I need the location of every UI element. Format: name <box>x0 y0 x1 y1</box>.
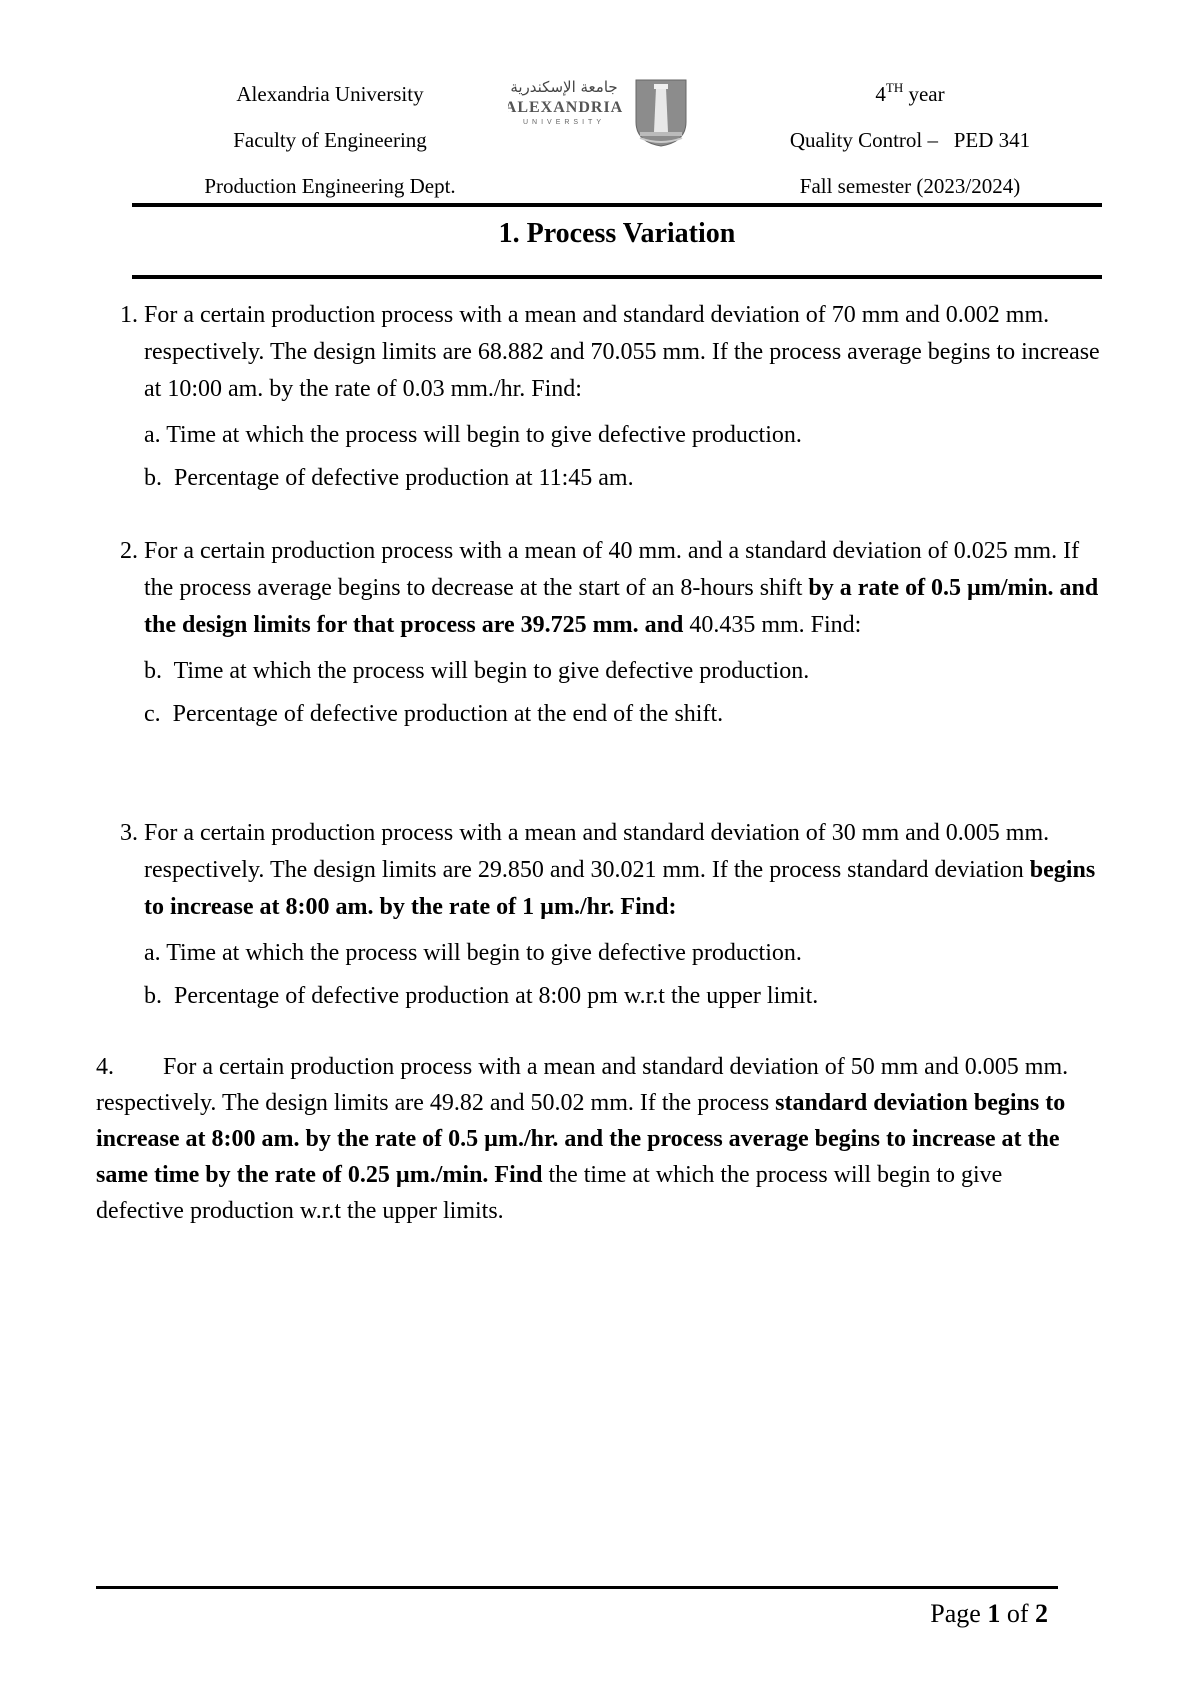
page-total: 2 <box>1035 1599 1048 1628</box>
problem-4 <box>96 1049 1096 1229</box>
page-title: 1. Process Variation <box>498 218 736 249</box>
problem-text-bold: begins to increase at 8:00 am. by the rate of 1 µm./hr. Find: <box>144 857 1096 920</box>
problem-items <box>144 650 1108 736</box>
page-current: 1 <box>987 1599 1001 1628</box>
department-name: Production Engineering Dept. <box>204 174 456 198</box>
semester-label: Fall semester (2023/2024) <box>799 174 1021 198</box>
problem-text-part: For a certain production process with a mean and standard deviation of 30 mm and 0.005 mm. respectively. The design limits are 29.850 and 30.021 mm. If the process standard deviation <box>144 820 1050 883</box>
problem-text-part: the time at which the process will begin to give defective production w.r.t the upper limits. <box>96 1162 1003 1224</box>
problem-text-part: 40.435 mm. Find: <box>683 612 862 638</box>
problem-text <box>144 815 1108 926</box>
logo-arabic-text: جامعة الإسكندرية <box>510 78 618 96</box>
problem-text-part: For a certain production process with a mean and standard deviation of 50 mm and 0.005 mm. respectively. The design limits are 49.82 and 50.02 mm. If the process <box>96 1054 1069 1116</box>
list-item: b. Percentage of defective production at 11:45 am. <box>144 465 634 491</box>
problem-number: 4. <box>96 1054 114 1080</box>
list-item: b. Time at which the process will begin to give defective production. <box>144 658 810 684</box>
year-label <box>760 71 1060 117</box>
year-superscript: TH <box>885 80 904 95</box>
problem-text-bold: standard deviation begins to increase at 8:00 am. by the rate of 0.5 µm./hr. and the process average begins to increase at the same time by the rate of 0.25 µm./min. Find <box>96 1090 1066 1188</box>
footer-divider <box>96 1586 1058 1589</box>
header-divider <box>132 203 1102 207</box>
year-number: 4 <box>875 82 886 106</box>
university-name: Alexandria University <box>236 82 424 106</box>
university-logo <box>508 76 690 148</box>
problem-text: For a certain production process with a mean and standard deviation of 70 mm and 0.002 mm. respectively. The design limits are 68.882 and 70.055 mm. If the process average begins to increase at 10:00 am. by the rate of 0.03 mm./hr. Find: <box>144 302 1100 402</box>
problem-text-part: For a certain production process with a mean of 40 mm. and a standard deviation of 0.025 mm. If the process average begins to decrease at the start of an 8-hours shift <box>144 538 1080 601</box>
problem-text <box>144 533 1108 644</box>
list-item: a. Time at which the process will begin to give defective production. <box>144 422 802 448</box>
problem-3 <box>108 815 1108 1018</box>
page-number <box>930 1596 1048 1632</box>
problem-items <box>144 932 1108 1018</box>
lighthouse-crest-icon <box>508 76 690 148</box>
problem-items <box>144 414 1108 500</box>
logo-sub: UNIVERSITY <box>522 119 606 126</box>
institution-block <box>140 71 520 209</box>
list-item: a. Time at which the process will begin to give defective production. <box>144 940 802 966</box>
page-prefix: Page <box>930 1599 988 1628</box>
faculty-name: Faculty of Engineering <box>233 128 427 152</box>
course-block <box>760 71 1060 209</box>
list-item: c. Percentage of defective production at the end of the shift. <box>144 701 724 727</box>
problem-number: 2. <box>120 538 138 564</box>
list-item: b. Percentage of defective production at 8:00 pm w.r.t the upper limit. <box>144 983 819 1009</box>
problem-1 <box>108 297 1108 500</box>
problem-number: 3. <box>120 820 138 846</box>
title-divider <box>132 275 1102 279</box>
year-suffix: year <box>903 82 945 106</box>
problem-number: 1. <box>120 302 138 328</box>
problem-text-bold: by a rate of 0.5 µm/min. and the design limits for that process are 39.725 mm. and <box>144 575 1099 638</box>
logo-name: ALEXANDRIA <box>508 99 624 116</box>
course-name: Quality Control – PED 341 <box>789 128 1031 152</box>
problem-2 <box>108 533 1108 736</box>
page-of: of <box>1000 1599 1035 1628</box>
